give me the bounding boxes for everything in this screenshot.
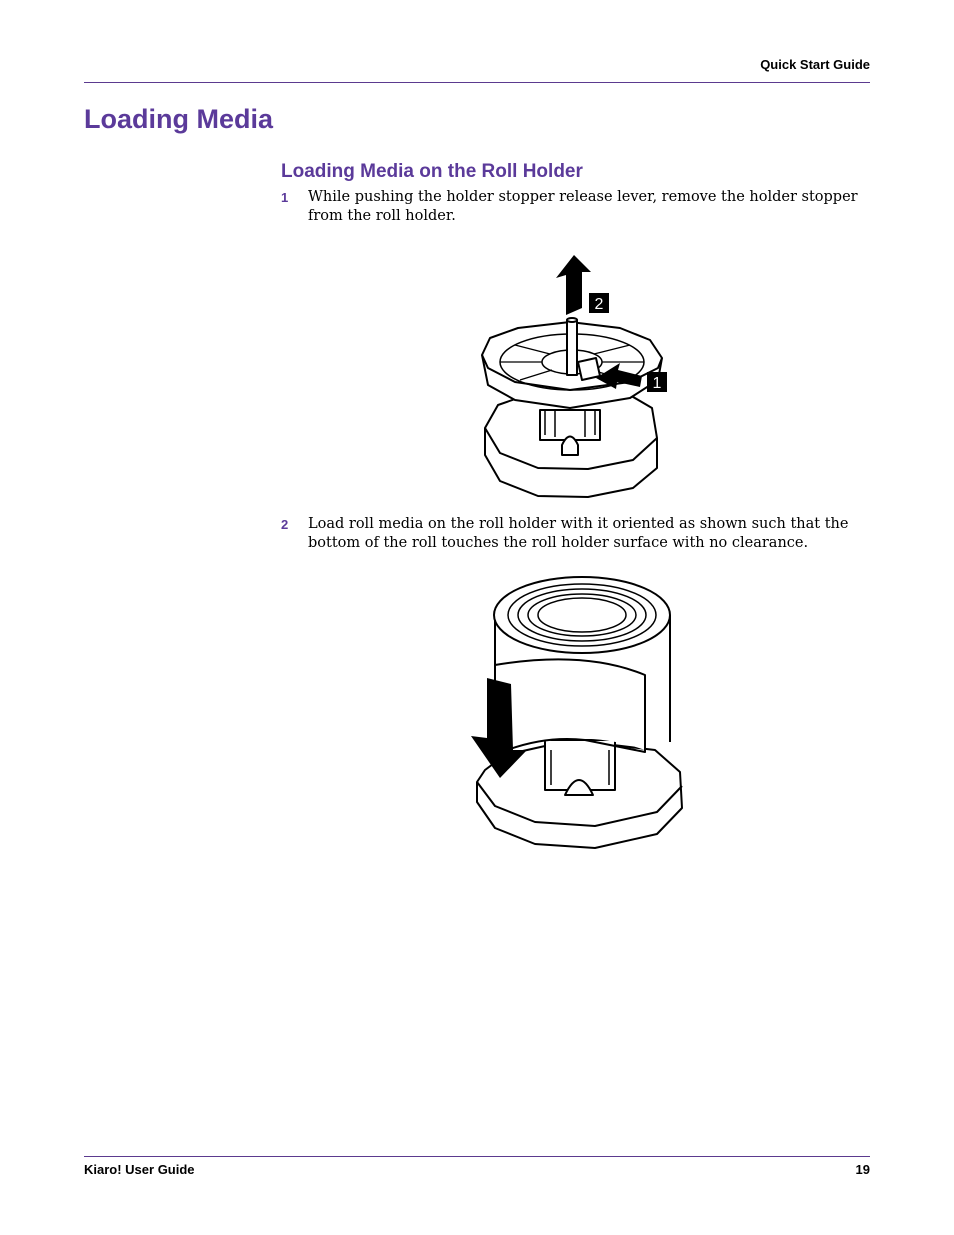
- step-text: Load roll media on the roll holder with it oriented as shown such that the bottom of the roll touches the roll holder surface with no clearance.: [308, 516, 849, 551]
- holder-stopper-illustration: [470, 250, 670, 502]
- step-text: While pushing the holder stopper release lever, remove the holder stopper from the roll holder.: [308, 189, 858, 224]
- page-title: Loading Media: [84, 104, 273, 134]
- footer-doc-title: Kiaro! User Guide: [84, 1162, 195, 1177]
- header-title: Quick Start Guide: [760, 57, 870, 72]
- roll-media-illustration: [465, 570, 690, 855]
- footer-rule: [84, 1156, 870, 1157]
- section-title: Loading Media on the Roll Holder: [281, 161, 583, 182]
- step-number: 2: [281, 517, 289, 532]
- step-1: [281, 188, 871, 226]
- step-number: 1: [281, 190, 289, 205]
- callout-1: 1: [652, 375, 662, 392]
- page-number: 19: [855, 1162, 870, 1177]
- holder-stopper-drawing: [470, 250, 670, 502]
- callout-2: 2: [594, 296, 604, 313]
- step-2: [281, 515, 871, 553]
- up-arrow-icon: [556, 255, 591, 315]
- header-rule: [84, 82, 870, 83]
- roll-media-drawing: [465, 570, 690, 855]
